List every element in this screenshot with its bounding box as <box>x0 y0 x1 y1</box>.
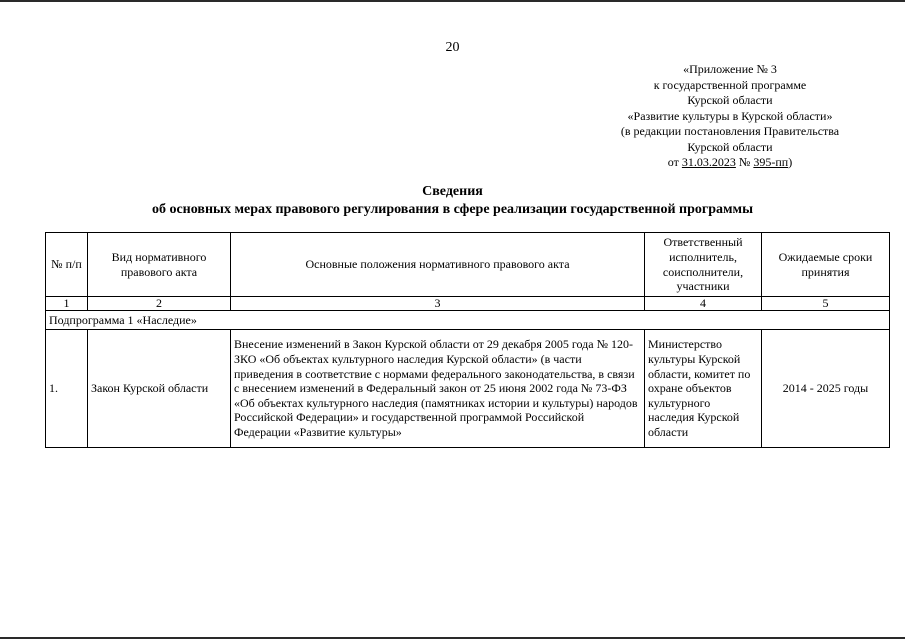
row-provisions: Внесение изменений в Закон Курской области от 29 декабря 2005 года № 120-ЗКО «Об объектах культурного наследия Курской области» (в части приведения в соответствие с нормами федерального законодательства, в связи с внесением изменений в Федеральный закон от 25 июня 2002 года № 73-ФЗ «Об объектах культурного наследия (памятниках истории и культуры) народов Российской Федерации» и государственной программой Российской Федерации «Развитие культуры» <box>231 330 645 448</box>
number-prefix: № <box>735 155 754 169</box>
measures-table <box>45 232 890 448</box>
column-number: 2 <box>88 297 231 311</box>
appendix-line: «Приложение № 3 <box>683 62 777 76</box>
column-number: 4 <box>645 297 762 311</box>
header-cell-deadline: Ожидаемые сроки принятия <box>762 233 890 297</box>
header-cell-provisions: Основные положения нормативного правового акта <box>231 233 645 297</box>
header-cell-number: № п/п <box>46 233 88 297</box>
row-number: 1. <box>46 330 88 448</box>
table-row <box>46 330 890 448</box>
row-responsible: Министерство культуры Курской области, комитет по охране объектов культурного наследия Курской области <box>645 330 762 448</box>
header-cell-responsible: Ответственный исполнитель, соисполнители, участники <box>645 233 762 297</box>
date-prefix: от <box>667 155 682 169</box>
title-line-1: Сведения <box>422 184 483 199</box>
subprogram-row <box>46 311 890 330</box>
page-top-border <box>0 0 905 2</box>
row-act-type: Закон Курской области <box>88 330 231 448</box>
document-title <box>0 183 905 219</box>
appendix-line: (в редакции постановления Правительства <box>620 124 840 138</box>
appendix-line: Курской области <box>687 93 773 107</box>
appendix-line: Курской области <box>687 139 773 154</box>
resolution-number: 395-пп <box>753 155 789 169</box>
page-bottom-border <box>0 637 905 639</box>
row-deadline: 2014 - 2025 годы <box>762 330 890 448</box>
resolution-date: 31.03.2023 <box>681 155 736 169</box>
appendix-block <box>560 62 900 171</box>
subprogram-title: Подпрограмма 1 «Наследие» <box>46 311 890 330</box>
closing-paren: ) <box>788 155 793 169</box>
column-number: 3 <box>231 297 645 311</box>
page-number: 20 <box>445 40 460 55</box>
appendix-line: «Развитие культуры в Курской области» <box>627 108 833 123</box>
appendix-line: к государственной программе <box>653 77 807 92</box>
appendix-date-line <box>560 155 900 171</box>
column-number: 5 <box>762 297 890 311</box>
column-number-row <box>46 297 890 311</box>
title-line-2: об основных мерах правового регулирования в сфере реализации государственной программы <box>151 202 754 217</box>
table-header-row <box>46 233 890 297</box>
column-number: 1 <box>46 297 88 311</box>
header-cell-act-type: Вид нормативного правового акта <box>88 233 231 297</box>
